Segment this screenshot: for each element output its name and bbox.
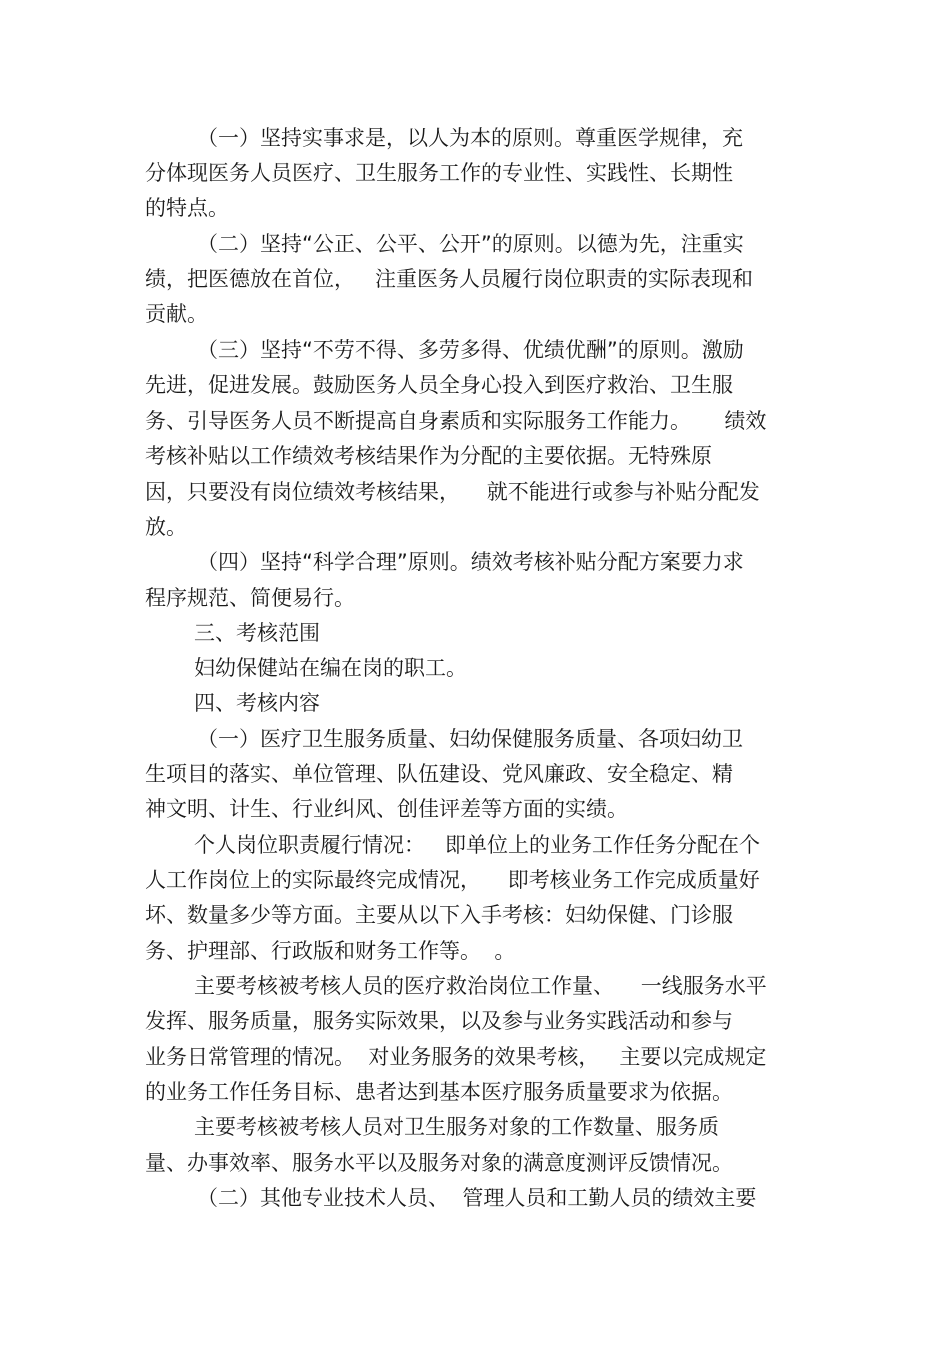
text-line-16: 妇幼保健站在编在岗的职工。 <box>194 656 467 680</box>
text-line-19: 生项目的落实、单位管理、队伍建设、党风廉政、安全稳定、精 <box>145 762 733 786</box>
text-line-10: 考核补贴以工作绩效考核结果作为分配的主要依据。无特殊原 <box>145 444 712 468</box>
text-line-25: 主要考核被考核人员的医疗救治岗位工作量、 一线服务水平 <box>194 974 767 998</box>
text-line-28: 的业务工作任务目标、患者达到基本医疗服务质量要求为依据。 <box>145 1080 733 1104</box>
text-line-4: （二）坚持“公正、公平、公开”的原则。以德为先，注重实 <box>197 232 744 256</box>
section-heading-scope: 三、考核范围 <box>194 621 320 645</box>
text-line-3: 的特点。 <box>145 196 229 220</box>
text-line-18: （一）医疗卫生服务质量、妇幼保健服务质量、各项妇幼卫 <box>197 727 743 751</box>
text-line-1: （一）坚持实事求是，以人为本的原则。尊重医学规律，充 <box>197 126 743 150</box>
section-heading-content: 四、考核内容 <box>194 691 320 715</box>
text-line-29: 主要考核被考核人员对卫生服务对象的工作数量、服务质 <box>194 1115 719 1139</box>
text-line-9: 务、引导医务人员不断提高自身素质和实际服务工作能力。 绩效 <box>145 409 767 433</box>
text-line-6: 贡献。 <box>145 302 208 326</box>
text-line-23: 坏、数量多少等方面。主要从以下入手考核：妇幼保健、门诊服 <box>145 903 733 927</box>
text-line-31: （二）其他专业技术人员、 管理人员和工勤人员的绩效主要 <box>197 1186 757 1210</box>
text-line-13: （四）坚持“科学合理”原则。绩效考核补贴分配方案要力求 <box>197 550 744 574</box>
text-line-14: 程序规范、简便易行。 <box>145 586 355 610</box>
text-line-27: 业务日常管理的情况。 对业务服务的效果考核， 主要以完成规定 <box>145 1045 767 1069</box>
text-line-2: 分体现医务人员医疗、卫生服务工作的专业性、实践性、长期性 <box>145 161 733 185</box>
text-line-7: （三）坚持“不劳不得、多劳多得、优绩优酬”的原则。激励 <box>197 338 744 362</box>
text-line-22: 人工作岗位上的实际最终完成情况， 即考核业务工作完成质量好 <box>145 868 760 892</box>
text-line-21: 个人岗位职责履行情况： 即单位上的业务工作任务分配在个 <box>194 833 761 857</box>
text-line-11: 因，只要没有岗位绩效考核结果， 就不能进行或参与补贴分配发 <box>145 480 760 504</box>
text-line-26: 发挥、服务质量，服务实际效果，以及参与业务实践活动和参与 <box>145 1009 733 1033</box>
text-line-30: 量、办事效率、服务水平以及服务对象的满意度测评反馈情况。 <box>145 1151 733 1175</box>
text-line-8: 先进，促进发展。鼓励医务人员全身心投入到医疗救治、卫生服 <box>145 373 733 397</box>
text-line-12: 放。 <box>145 515 187 539</box>
text-line-5: 绩，把医德放在首位， 注重医务人员履行岗位职责的实际表现和 <box>145 267 754 291</box>
text-line-24: 务、护理部、行政版和财务工作等。 。 <box>145 939 516 963</box>
text-line-20: 神文明、计生、行业纠风、创佳评差等方面的实绩。 <box>145 797 628 821</box>
